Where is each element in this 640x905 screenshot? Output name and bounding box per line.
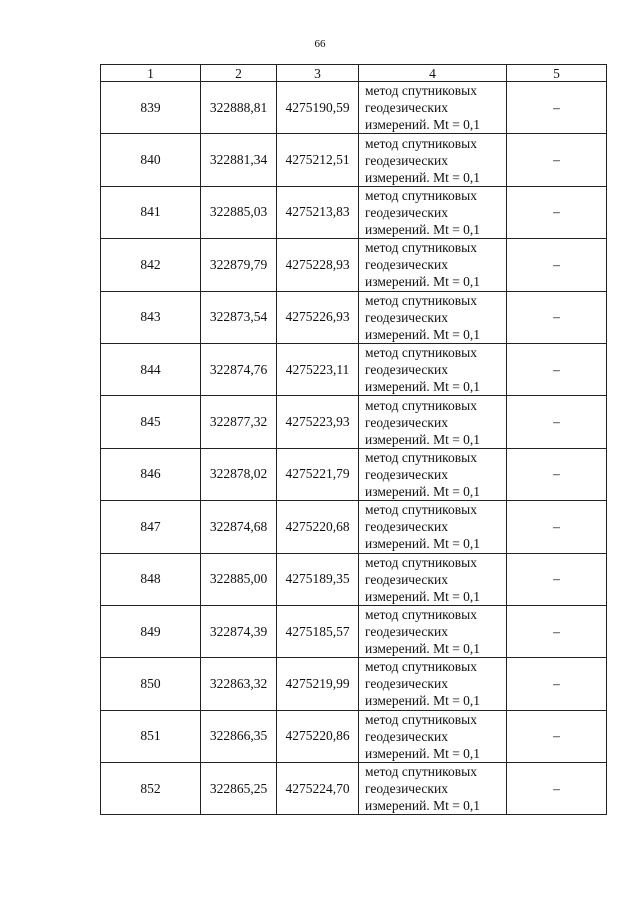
column-header-2: 2: [201, 65, 277, 82]
note-cell: –: [507, 291, 607, 343]
note-cell: –: [507, 134, 607, 186]
method-text-line: измерений. Mt = 0,1: [365, 798, 481, 814]
column-header-5: 5: [507, 65, 607, 82]
x-coordinate-cell: 322885,00: [201, 553, 277, 605]
table-header-row: [101, 65, 607, 82]
table-row: [101, 343, 607, 395]
x-coordinate-cell: 322866,35: [201, 710, 277, 762]
point-number-cell: 845: [101, 396, 201, 448]
y-coordinate-cell: 4275190,59: [277, 82, 359, 134]
note-cell: –: [507, 553, 607, 605]
x-coordinate-cell: 322865,25: [201, 763, 277, 815]
method-text-line: метод спутниковых: [365, 764, 477, 780]
point-number-cell: 843: [101, 291, 201, 343]
note-cell: –: [507, 658, 607, 710]
x-coordinate-cell: 322879,79: [201, 239, 277, 291]
method-text-line: метод спутниковых: [365, 240, 477, 256]
method-text-line: измерений. Mt = 0,1: [365, 641, 481, 657]
method-cell: [359, 553, 507, 605]
method-text-line: измерений. Mt = 0,1: [365, 117, 481, 133]
y-coordinate-cell: 4275221,79: [277, 448, 359, 500]
method-cell: [359, 134, 507, 186]
method-text-line: метод спутниковых: [365, 83, 477, 99]
method-cell: [359, 658, 507, 710]
method-text-line: метод спутниковых: [365, 554, 477, 570]
method-text-line: геодезических: [365, 100, 448, 116]
method-text-line: геодезических: [365, 152, 448, 168]
note-cell: –: [507, 343, 607, 395]
method-cell: [359, 82, 507, 134]
x-coordinate-cell: 322888,81: [201, 82, 277, 134]
y-coordinate-cell: 4275228,93: [277, 239, 359, 291]
y-coordinate-cell: 4275185,57: [277, 605, 359, 657]
x-coordinate-cell: 322873,54: [201, 291, 277, 343]
y-coordinate-cell: 4275189,35: [277, 553, 359, 605]
method-text-line: геодезических: [365, 466, 448, 482]
method-text-line: измерений. Mt = 0,1: [365, 221, 481, 237]
method-text-line: измерений. Mt = 0,1: [365, 274, 481, 290]
point-number-cell: 850: [101, 658, 201, 710]
method-text-line: геодезических: [365, 257, 448, 273]
column-header-4: 4: [359, 65, 507, 82]
table-row: [101, 553, 607, 605]
method-text-line: измерений. Mt = 0,1: [365, 693, 481, 709]
method-text-line: измерений. Mt = 0,1: [365, 431, 481, 447]
method-text-line: геодезических: [365, 519, 448, 535]
method-cell: [359, 186, 507, 238]
y-coordinate-cell: 4275212,51: [277, 134, 359, 186]
method-cell: [359, 501, 507, 553]
note-cell: –: [507, 763, 607, 815]
method-text-line: метод спутниковых: [365, 659, 477, 675]
method-text-line: геодезических: [365, 362, 448, 378]
note-cell: –: [507, 605, 607, 657]
point-number-cell: 846: [101, 448, 201, 500]
table-row: [101, 501, 607, 553]
point-number-cell: 840: [101, 134, 201, 186]
point-number-cell: 847: [101, 501, 201, 553]
method-text-line: геодезических: [365, 676, 448, 692]
table-row: [101, 763, 607, 815]
method-text-line: метод спутниковых: [365, 187, 477, 203]
method-cell: [359, 239, 507, 291]
note-cell: –: [507, 710, 607, 762]
table-row: [101, 710, 607, 762]
method-text-line: измерений. Mt = 0,1: [365, 379, 481, 395]
table-row: [101, 291, 607, 343]
y-coordinate-cell: 4275220,68: [277, 501, 359, 553]
table-row: [101, 396, 607, 448]
note-cell: –: [507, 239, 607, 291]
point-number-cell: 851: [101, 710, 201, 762]
column-header-3: 3: [277, 65, 359, 82]
method-text-line: геодезических: [365, 781, 448, 797]
x-coordinate-cell: 322877,32: [201, 396, 277, 448]
method-text-line: измерений. Mt = 0,1: [365, 588, 481, 604]
method-text-line: геодезических: [365, 204, 448, 220]
method-text-line: измерений. Mt = 0,1: [365, 745, 481, 761]
method-text-line: метод спутниковых: [365, 292, 477, 308]
method-text-line: геодезических: [365, 309, 448, 325]
point-number-cell: 848: [101, 553, 201, 605]
method-text-line: геодезических: [365, 414, 448, 430]
y-coordinate-cell: 4275223,11: [277, 343, 359, 395]
note-cell: –: [507, 501, 607, 553]
method-text-line: метод спутниковых: [365, 397, 477, 413]
table-row: [101, 605, 607, 657]
note-cell: –: [507, 448, 607, 500]
table-row: [101, 448, 607, 500]
y-coordinate-cell: 4275213,83: [277, 186, 359, 238]
method-text-line: геодезических: [365, 624, 448, 640]
point-number-cell: 852: [101, 763, 201, 815]
method-text-line: метод спутниковых: [365, 135, 477, 151]
y-coordinate-cell: 4275224,70: [277, 763, 359, 815]
table-row: [101, 239, 607, 291]
method-cell: [359, 448, 507, 500]
coordinates-table: [100, 64, 607, 815]
method-cell: [359, 343, 507, 395]
y-coordinate-cell: 4275220,86: [277, 710, 359, 762]
y-coordinate-cell: 4275219,99: [277, 658, 359, 710]
table-row: [101, 134, 607, 186]
y-coordinate-cell: 4275226,93: [277, 291, 359, 343]
point-number-cell: 842: [101, 239, 201, 291]
method-cell: [359, 291, 507, 343]
point-number-cell: 841: [101, 186, 201, 238]
method-text-line: измерений. Mt = 0,1: [365, 326, 481, 342]
page-number: 66: [314, 38, 326, 50]
method-text-line: метод спутниковых: [365, 345, 477, 361]
method-cell: [359, 710, 507, 762]
method-text-line: геодезических: [365, 728, 448, 744]
note-cell: –: [507, 82, 607, 134]
x-coordinate-cell: 322885,03: [201, 186, 277, 238]
table-body: [101, 82, 607, 815]
x-coordinate-cell: 322863,32: [201, 658, 277, 710]
method-text-line: метод спутниковых: [365, 711, 477, 727]
column-header-1: 1: [101, 65, 201, 82]
method-text-line: измерений. Mt = 0,1: [365, 536, 481, 552]
table-row: [101, 186, 607, 238]
x-coordinate-cell: 322874,68: [201, 501, 277, 553]
table-row: [101, 658, 607, 710]
method-cell: [359, 396, 507, 448]
method-text-line: метод спутниковых: [365, 607, 477, 623]
point-number-cell: 844: [101, 343, 201, 395]
note-cell: –: [507, 186, 607, 238]
method-text-line: измерений. Mt = 0,1: [365, 483, 481, 499]
method-cell: [359, 763, 507, 815]
x-coordinate-cell: 322878,02: [201, 448, 277, 500]
method-text-line: измерений. Mt = 0,1: [365, 169, 481, 185]
note-cell: –: [507, 396, 607, 448]
x-coordinate-cell: 322874,76: [201, 343, 277, 395]
method-cell: [359, 605, 507, 657]
method-text-line: геодезических: [365, 571, 448, 587]
x-coordinate-cell: 322881,34: [201, 134, 277, 186]
y-coordinate-cell: 4275223,93: [277, 396, 359, 448]
point-number-cell: 839: [101, 82, 201, 134]
table-row: [101, 82, 607, 134]
x-coordinate-cell: 322874,39: [201, 605, 277, 657]
point-number-cell: 849: [101, 605, 201, 657]
method-text-line: метод спутниковых: [365, 502, 477, 518]
method-text-line: метод спутниковых: [365, 449, 477, 465]
